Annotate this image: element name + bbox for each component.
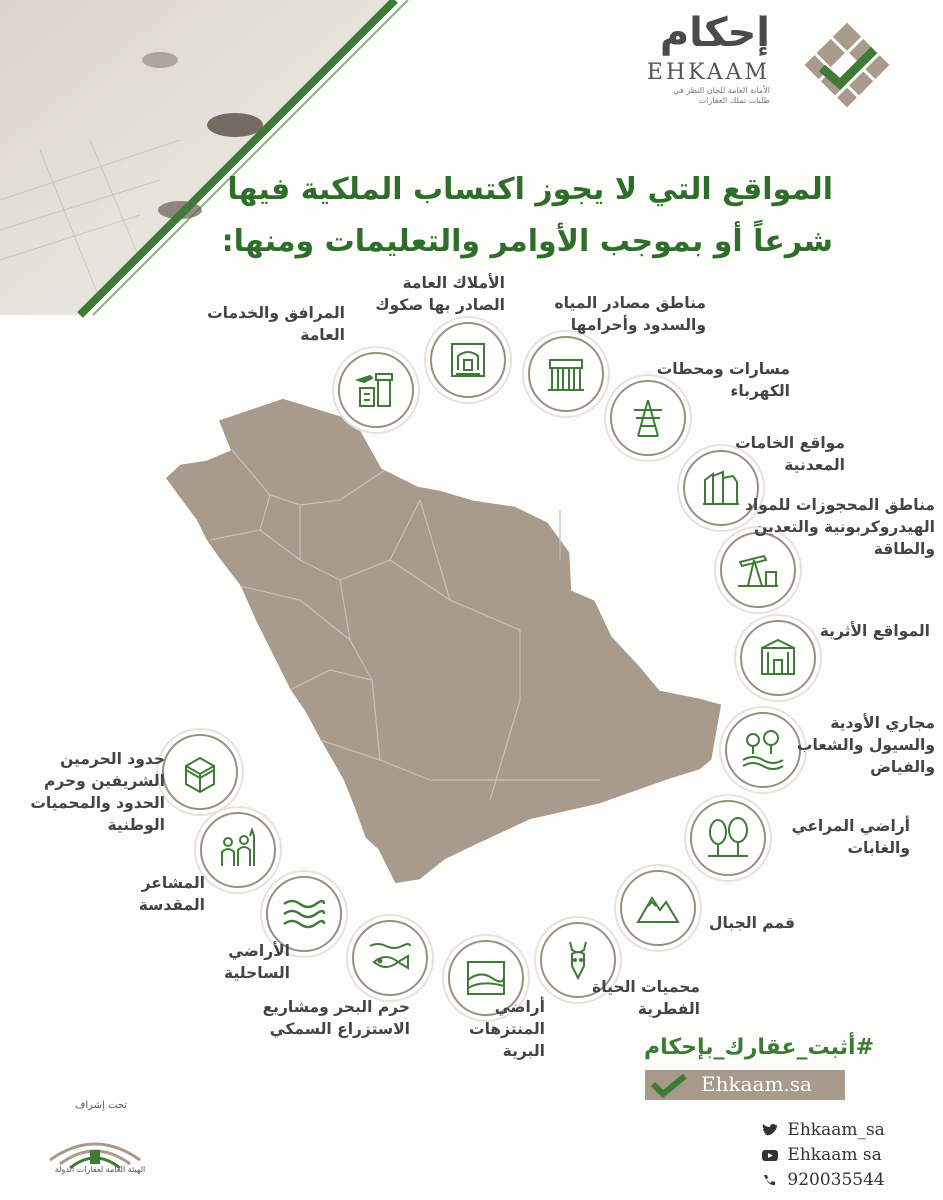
site-label-8: أراضي المراعي والغابات	[791, 817, 910, 857]
site-icon-circle-6	[740, 620, 816, 696]
site-label-3: مسارات ومحطات الكهرباء	[656, 360, 790, 400]
desert-dunes-icon	[462, 954, 510, 1002]
site-label-0: المرافق والخدمات العامة	[207, 304, 345, 344]
waves-icon	[280, 890, 328, 938]
phone-number[interactable]: 920035544	[787, 1170, 885, 1190]
site-label-5: مناطق المحجوزات للمواد الهيدروكربونية والتعدين والطاقة	[744, 496, 935, 558]
youtube-handle-row[interactable]	[762, 1145, 882, 1165]
brand-subtitle: الأمانة العامة للجان النظر في طلبات تملك العقارات	[673, 86, 770, 105]
site-label-13: الأراضي الساحلية	[224, 942, 290, 982]
site-label-11: أراضي المنتزهات البرية	[469, 998, 545, 1060]
page-title-line-1: المواقع التي لا يجوز اكتساب الملكية فيها	[227, 172, 833, 207]
brand-name-arabic: إحكام	[659, 10, 770, 56]
mountain-icon	[634, 884, 682, 932]
airport-tower-icon	[352, 366, 400, 414]
site-label-9: قمم الجبال	[709, 914, 795, 932]
twitter-handle[interactable]: Ehkaam_sa	[787, 1120, 885, 1140]
youtube-handle[interactable]: Ehkaam sa	[787, 1145, 882, 1165]
map-shape	[165, 398, 722, 884]
site-label-10: محميات الحياة الفطرية	[592, 978, 700, 1018]
site-label-4: مواقع الخامات المعدنية	[735, 434, 845, 474]
brand-name-english: EHKAAM	[646, 60, 770, 85]
youtube-icon	[762, 1149, 778, 1162]
deed-document-icon	[444, 336, 492, 384]
phone-icon	[762, 1174, 778, 1187]
site-icon-circle-8	[690, 800, 766, 876]
site-label-12: حرم البحر ومشاريع الاستزراع السمكي	[262, 998, 410, 1038]
forest-icon	[704, 814, 752, 862]
valley-stream-icon	[739, 726, 787, 774]
site-label-6: المواقع الأثرية	[819, 622, 930, 640]
check-mark-icon	[649, 1072, 697, 1098]
site-label-14: المشاعر المقدسة	[138, 874, 205, 914]
site-icon-circle-0	[338, 352, 414, 428]
site-icon-circle-12	[352, 920, 428, 996]
website-link[interactable]: Ehkaam.sa	[701, 1072, 812, 1096]
kaaba-icon	[176, 748, 224, 796]
site-label-2: مناطق مصادر المياه والسدود وأحرامها	[554, 294, 706, 334]
site-icon-circle-9	[620, 870, 696, 946]
site-label-15: حدود الحرمين الشريفين وحرم الحدود والمحميات الوطنية	[30, 750, 165, 834]
site-icon-circle-2	[528, 336, 604, 412]
site-icon-circle-1	[430, 322, 506, 398]
fish-icon	[366, 934, 414, 982]
pilgrims-icon	[214, 826, 262, 874]
dam-icon	[542, 350, 590, 398]
page-title-line-2: شرعاً أو بموجب الأوامر والتعليمات ومنها:	[221, 224, 833, 259]
campaign-hashtag: #أثبت_عقارك_بإحكام	[643, 1035, 874, 1060]
website-bar[interactable]	[645, 1070, 845, 1100]
site-label-1: الأملاك العامة الصادر بها صكوك	[375, 274, 505, 314]
twitter-handle-row[interactable]	[762, 1120, 885, 1140]
twitter-icon	[762, 1124, 778, 1137]
supervision-label: تحت إشراف	[75, 1100, 128, 1111]
site-icon-circle-14	[200, 812, 276, 888]
site-icon-circle-15	[162, 734, 238, 810]
authority-name: الهيئة العامة لعقارات الدولة	[54, 1165, 146, 1174]
heritage-site-icon	[754, 634, 802, 682]
site-label-7: مجاري الأودية والسيول والشعاب والفياض	[796, 714, 935, 776]
phone-row[interactable]	[762, 1170, 885, 1190]
